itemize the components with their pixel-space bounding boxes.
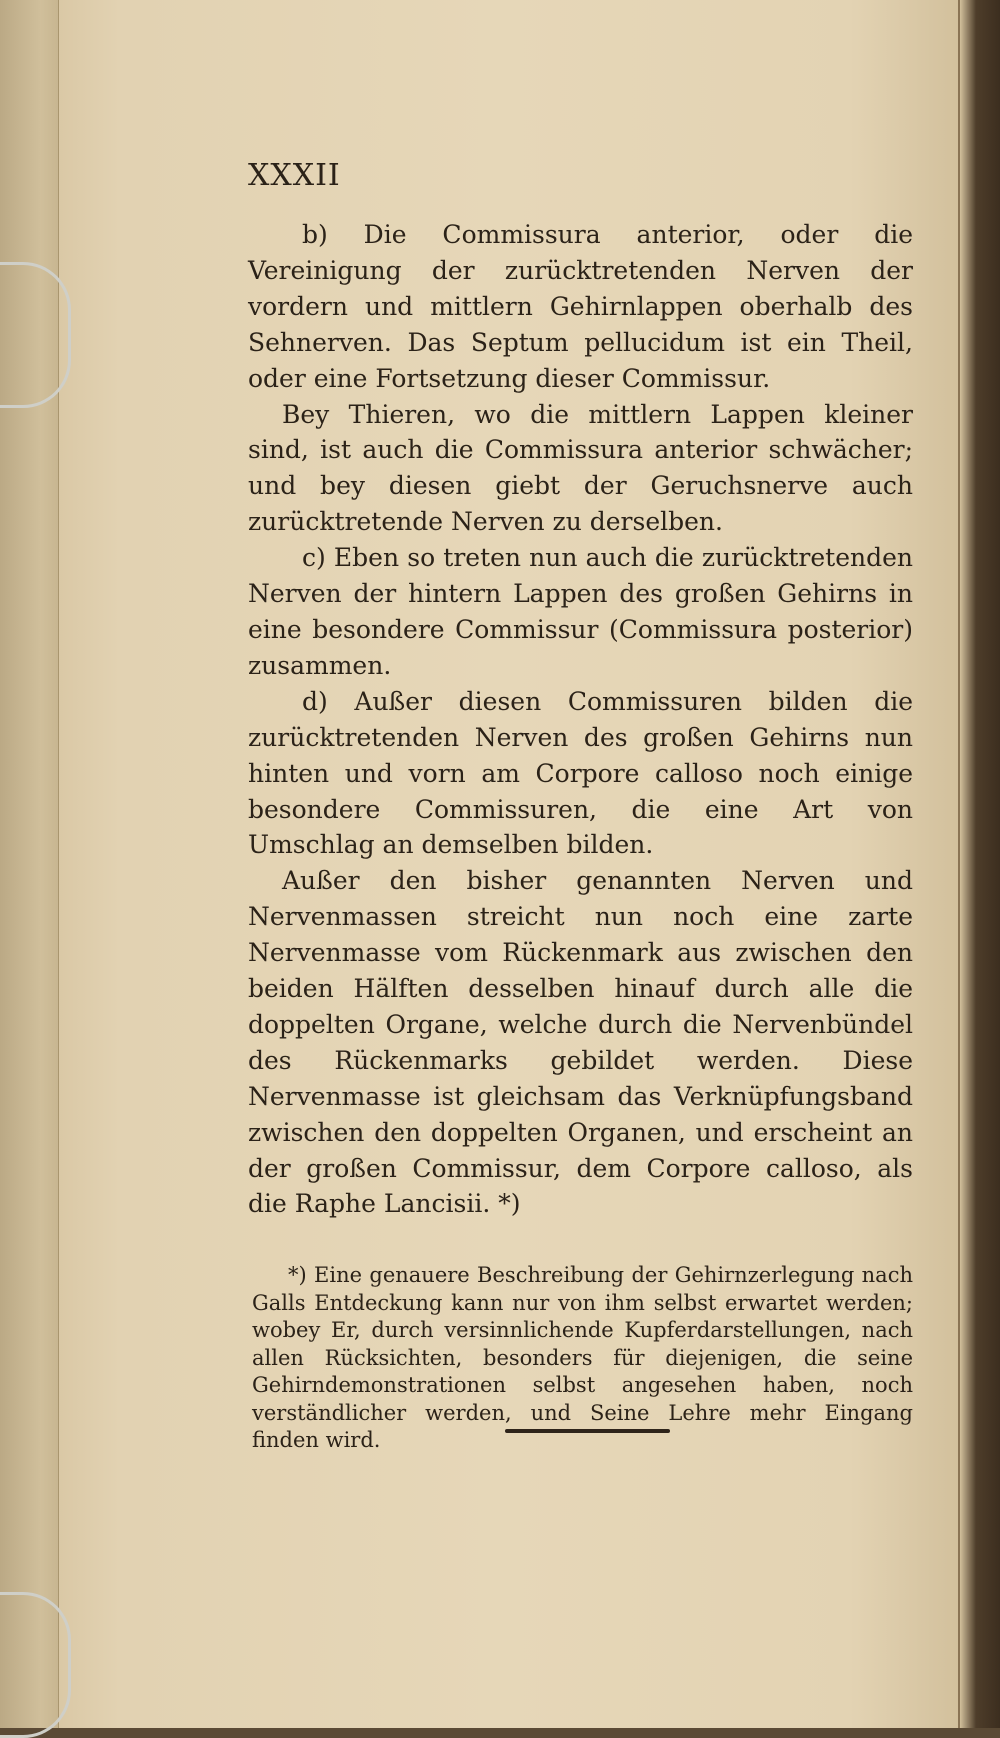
footnote: *) Eine genauere Beschreibung der Gehirnzerlegung nach Galls Entdeckung kann nur von ihm selbst erwartet werden; wobey Er, durch versinnlichende Kupferdarstellungen, nach allen Rücksichten, besonders für diejenigen, die seine Gehirndemonstrationen selbst angesehen haben, noch verständlicher werden, und Seine Lehre mehr Eingang finden wird. bbox=[252, 1263, 913, 1453]
page-number: XXXII bbox=[248, 158, 341, 193]
paragraph-thieren: Bey Thieren, wo die mittlern Lappen kleiner sind, ist auch die Commissura anterior schwächer; und bey diesen giebt der Geruchsnerve auch zurücktretende Nerven zu derselben. bbox=[248, 399, 913, 537]
book-binding-edge bbox=[0, 0, 59, 1728]
end-rule bbox=[505, 1429, 670, 1433]
paper-clip-top bbox=[0, 262, 71, 408]
page-content bbox=[248, 158, 913, 1476]
paragraph-b: b) Die Commissura anterior, oder die Vereinigung der zurücktretenden Nerven der vordern und mittlern Gehirnlappen oberhalb des Sehnerven. Das Septum pellucidum ist ein Theil, oder eine Fortsetzung dieser Commissur. bbox=[248, 220, 913, 393]
paper-clip-bottom bbox=[0, 1592, 71, 1738]
paragraph-nervenmasse: Außer den bisher genannten Nerven und Nervenmassen streicht nun noch eine zarte Nervenmasse vom Rückenmark aus zwischen den beiden Hälften desselben hinauf durch alle die doppelten Organe, welche durch die Nervenbündel des Rückenmarks gebildet werden. Diese Nervenmasse ist gleichsam das Verknüpfungsband zwischen den doppelten Organen, und erscheint an der großen Commissur, dem Corpore calloso, als die Raphe Lancisii. *) bbox=[248, 866, 913, 1219]
paragraph-c: c) Eben so treten nun auch die zurücktretenden Nerven der hintern Lappen des großen Gehirns in eine besondere Commissur (Commissura posterior) zusammen. bbox=[248, 543, 913, 680]
page-edge-shadow bbox=[958, 0, 960, 1728]
paragraph-d: d) Außer diesen Commissuren bilden die zurücktretenden Nerven des großen Gehirns nun hinten und vorn am Corpore calloso noch einige besondere Commissuren, die eine Art von Umschlag an demselben bilden. bbox=[248, 686, 913, 860]
